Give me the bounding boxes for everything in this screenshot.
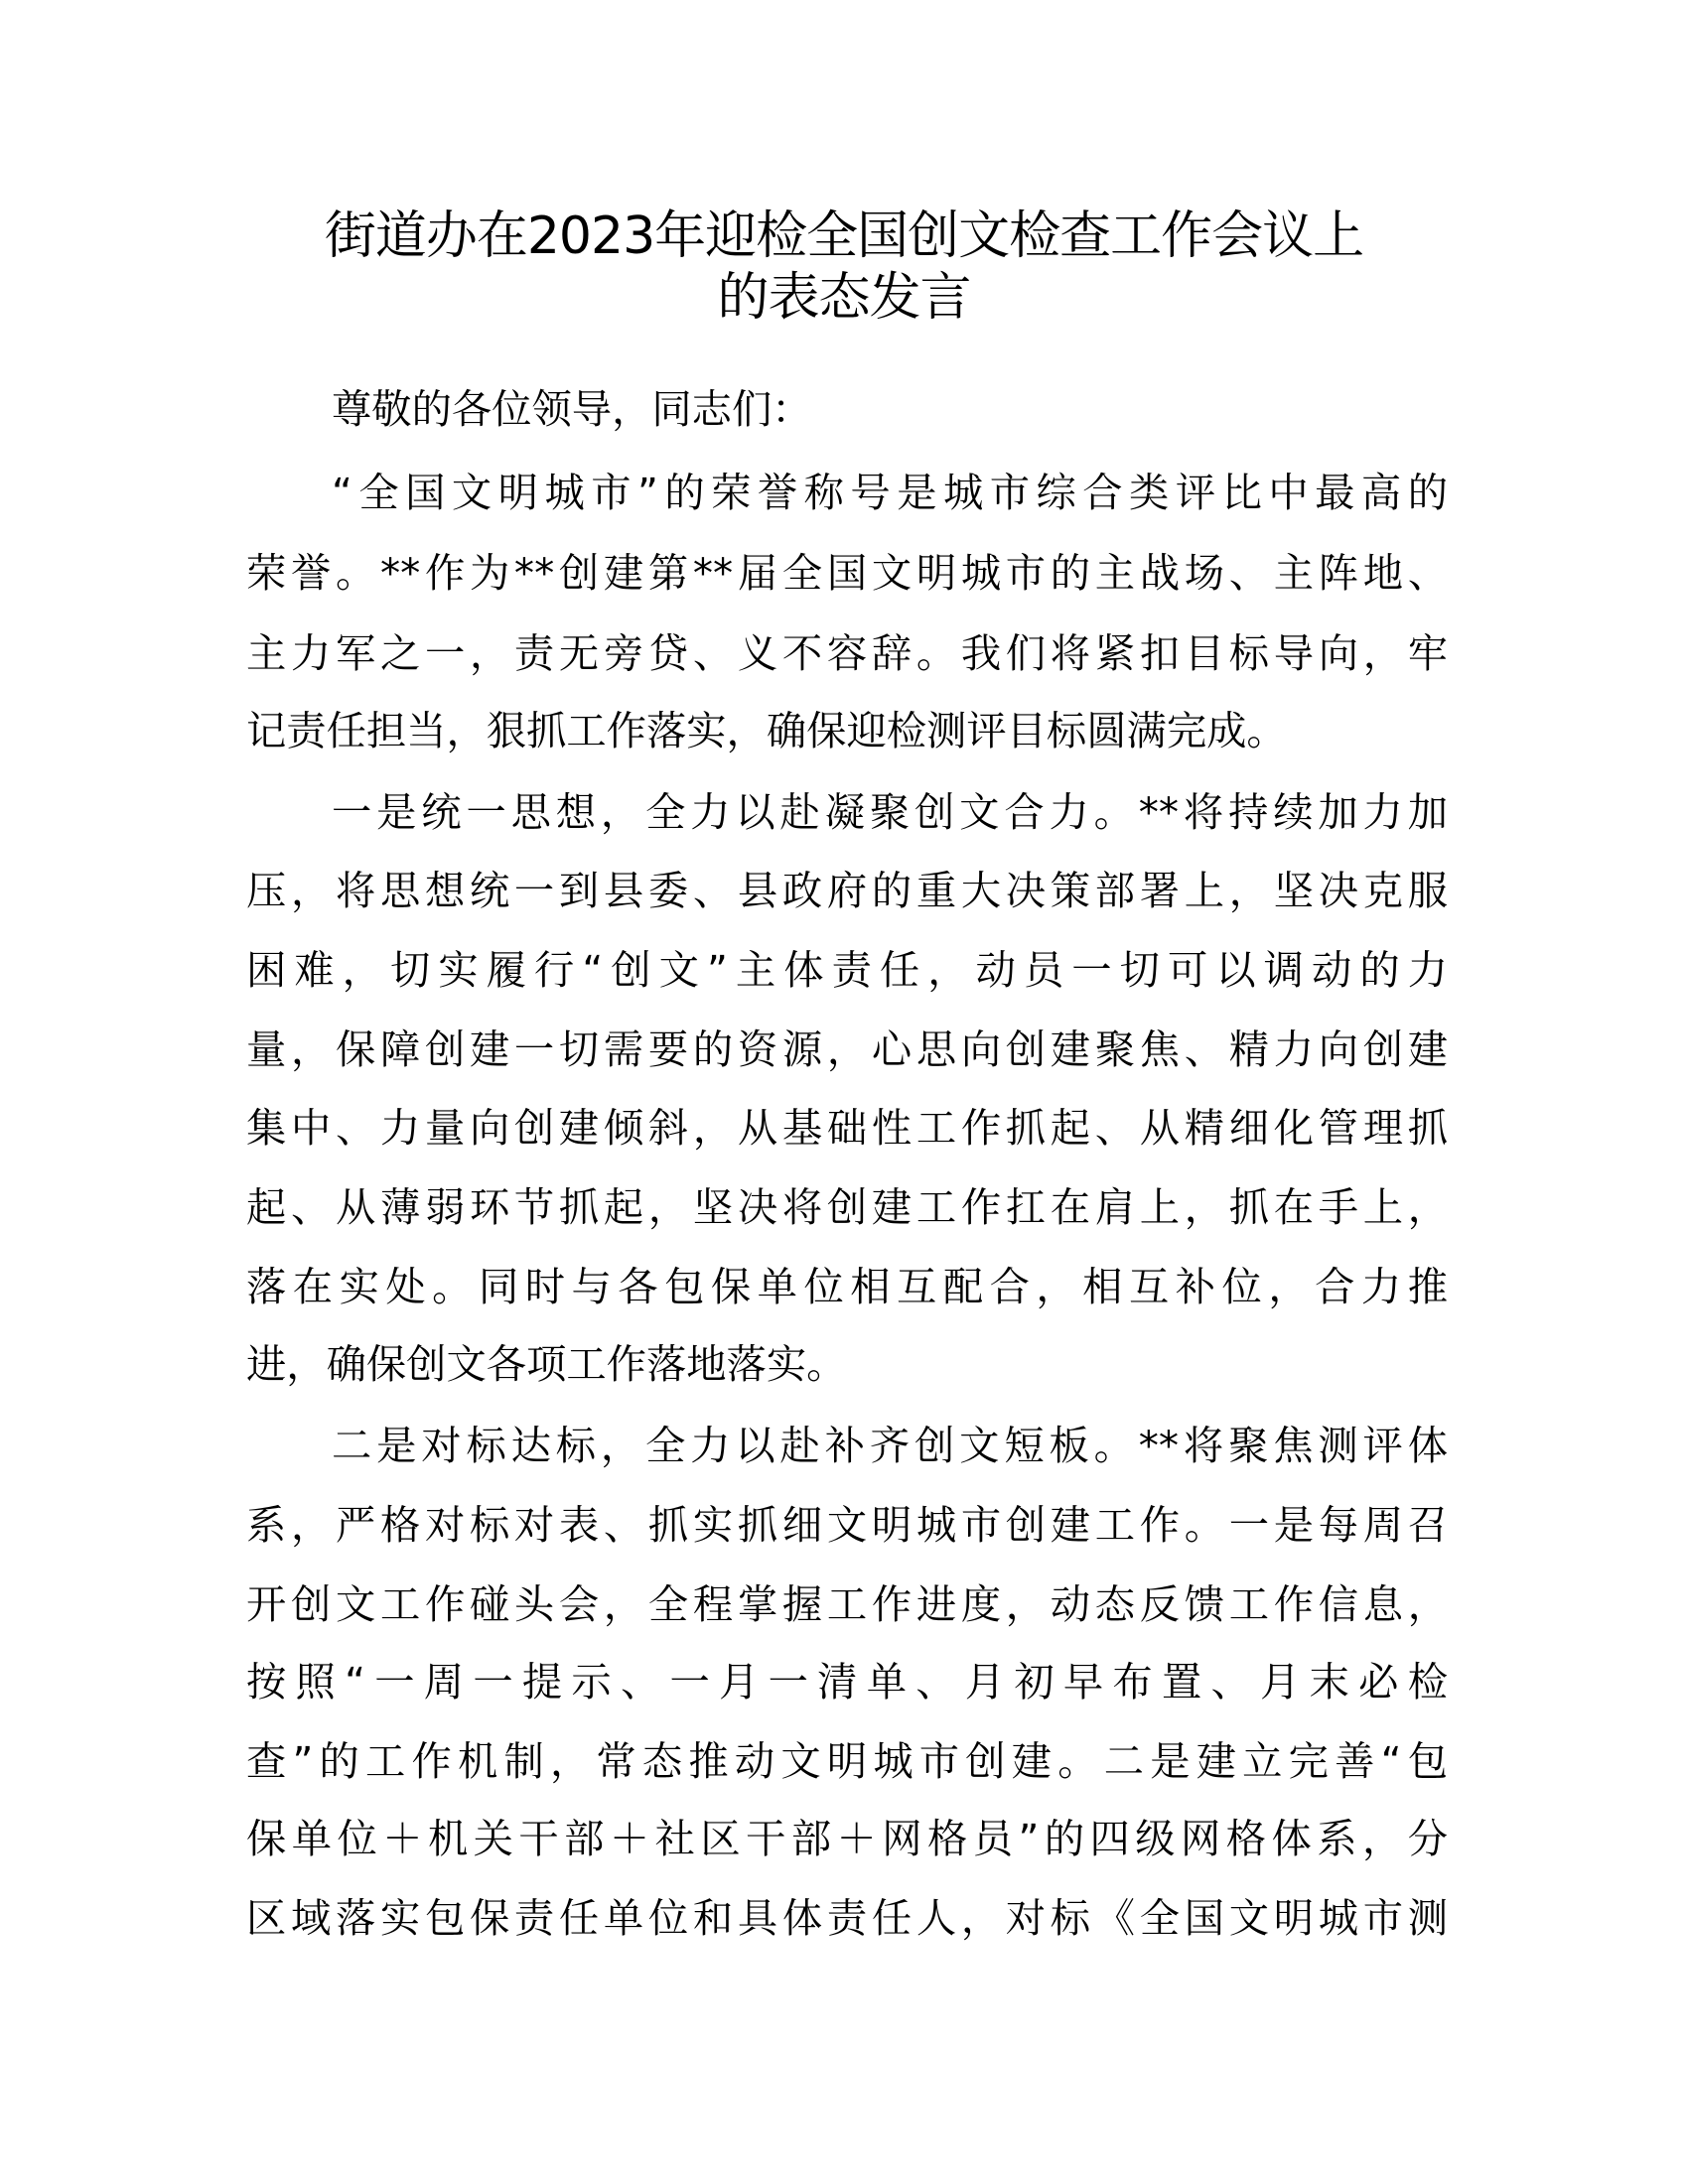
paragraph-1-line-2: 荣誉。**作为**创建第**届全国文明城市的主战场、主阵地、 [246, 550, 1448, 597]
paragraph-3-line-6: 保单位＋机关干部＋社区干部＋网格员”的四级网格体系，分 [246, 1816, 1448, 1862]
salutation: 尊敬的各位领导，同志们： [332, 386, 812, 433]
paragraph-1-line-3: 主力军之一，责无旁贷、义不容辞。我们将紧扣目标导向，牢 [246, 630, 1448, 677]
paragraph-2-line-3: 困难，切实履行“创文”主体责任，动员一切可以调动的力 [246, 947, 1448, 994]
paragraph-3-line-4: 按照“一周一提示、一月一清单、月初早布置、月末必检 [246, 1659, 1448, 1706]
paragraph-2-line-7: 落在实处。同时与各包保单位相互配合，相互补位，合力推 [246, 1264, 1448, 1310]
paragraph-3-line-3: 开创文工作碰头会，全程掌握工作进度，动态反馈工作信息， [246, 1581, 1448, 1628]
paragraph-2-line-4: 量，保障创建一切需要的资源，心思向创建聚焦、精力向创建 [246, 1026, 1448, 1073]
paragraph-1-line-1: “全国文明城市”的荣誉称号是城市综合类评比中最高的 [332, 470, 1448, 516]
paragraph-2-line-2: 压，将思想统一到县委、县政府的重大决策部署上，坚决克服 [246, 868, 1448, 914]
paragraph-1-line-4: 记责任担当，狠抓工作落实，确保迎检测评目标圆满完成。 [246, 708, 1287, 754]
document-title-line-2: 的表态发言 [717, 268, 971, 328]
paragraph-3-line-2: 系，严格对标对表、抓实抓细文明城市创建工作。一是每周召 [246, 1502, 1448, 1549]
paragraph-2-line-8: 进，确保创文各项工作落地落实。 [246, 1341, 847, 1388]
paragraph-3-line-1: 二是对标达标，全力以赴补齐创文短板。**将聚焦测评体 [332, 1423, 1448, 1469]
document-title-line-1: 街道办在2023年迎检全国创文检查工作会议上 [324, 206, 1364, 266]
paragraph-2-line-5: 集中、力量向创建倾斜，从基础性工作抓起、从精细化管理抓 [246, 1105, 1448, 1152]
paragraph-3-line-7: 区域落实包保责任单位和具体责任人，对标《全国文明城市测 [246, 1895, 1448, 1942]
paragraph-3-line-5: 查”的工作机制，常态推动文明城市创建。二是建立完善“包 [246, 1738, 1448, 1785]
paragraph-2-line-1: 一是统一思想，全力以赴凝聚创文合力。**将持续加力加 [332, 789, 1448, 836]
paragraph-2-line-6: 起、从薄弱环节抓起，坚决将创建工作扛在肩上，抓在手上， [246, 1184, 1448, 1231]
